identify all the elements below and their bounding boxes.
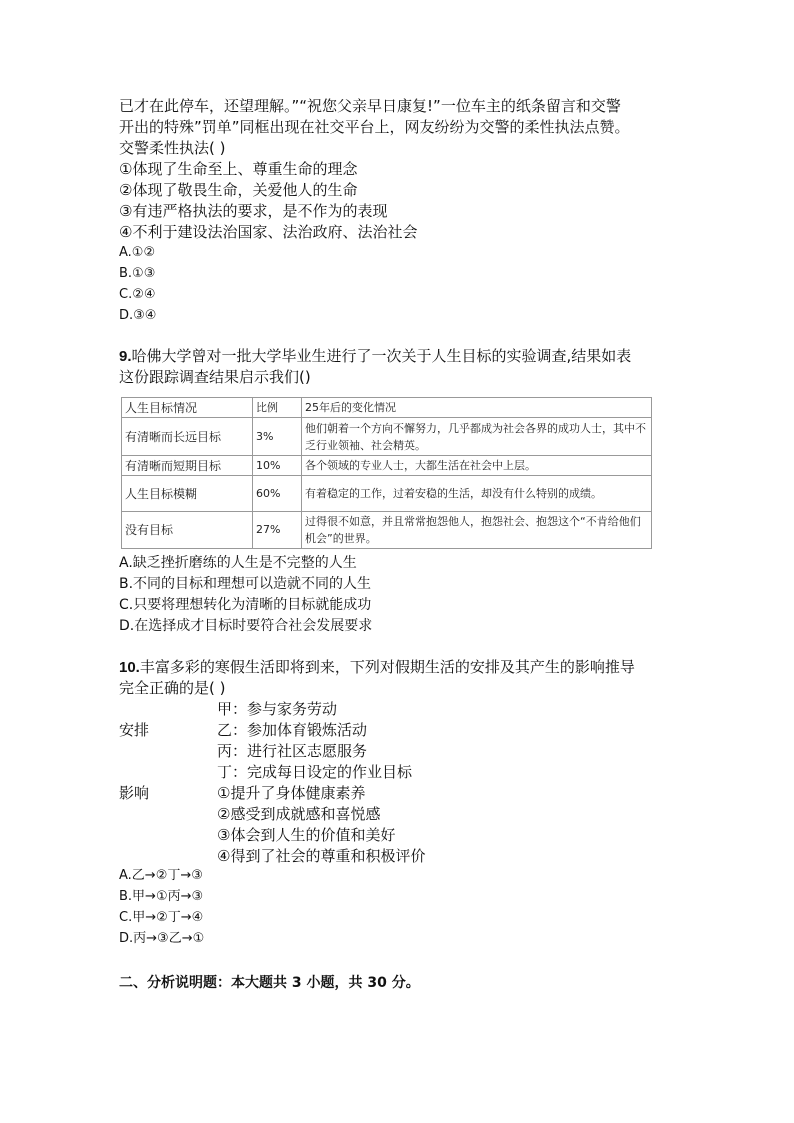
table-cell: 没有目标 [122, 512, 253, 549]
q9-stem-line2: 这份跟踪调查结果启示我们() [119, 368, 311, 386]
table-row [122, 512, 652, 549]
table-header: 比例 [253, 398, 302, 418]
q10-option-b: B.甲→①丙→③ [119, 889, 204, 904]
q9-stem [119, 346, 631, 367]
arrangement-item: 丙：进行社区志愿服务 [217, 742, 368, 760]
q10-stem-line2: 完全正确的是( ) [119, 679, 226, 697]
q8-statement: ④不利于建设法治国家、法治政府、法治社会 [119, 223, 418, 241]
life-goal-table [121, 397, 652, 549]
q8-option-a: A.①② [119, 245, 156, 260]
table-cell: 10% [253, 456, 302, 476]
q8-statement: ③有违严格执法的要求，是不作为的表现 [119, 202, 388, 220]
q8-option-b: B.①③ [119, 266, 156, 281]
q9-option-c: C.只要将理想转化为清晰的目标就能成功 [119, 597, 372, 613]
q9-option-b: B.不同的目标和理想可以造就不同的人生 [119, 576, 372, 592]
table-cell: 有着稳定的工作，过着安稳的生活，却没有什么特别的成绩。 [302, 476, 652, 512]
table-cell: 有清晰而短期目标 [122, 456, 253, 476]
arrangement-item: 丁：完成每日设定的作业目标 [217, 763, 413, 781]
table-cell: 3% [253, 418, 302, 456]
q10-number: 10. [119, 659, 140, 676]
table-header: 人生目标情况 [122, 398, 253, 418]
q10-stem-text: 丰富多彩的寒假生活即将到来，下列对假期生活的安排及其产生的影响推导 [139, 658, 635, 676]
q9-option-d: D.在选择成才目标时要符合社会发展要求 [119, 618, 373, 634]
q10-option-d: D.丙→③乙→① [119, 931, 205, 946]
table-cell: 60% [253, 476, 302, 512]
q10-stem [119, 657, 635, 678]
arrangement-item: 乙：参加体育锻炼活动 [217, 721, 368, 739]
effect-item: ④得到了社会的尊重和积极评价 [217, 847, 426, 865]
arrangement-item: 甲：参与家务劳动 [217, 700, 338, 718]
q8-stem-line: 已才在此停车，还望理解。”“祝您父亲早日康复!”一位车主的纸条留言和交警 [119, 97, 621, 115]
table-row [122, 476, 652, 512]
q9-option-a: A.缺乏挫折磨练的人生是不完整的人生 [119, 555, 357, 571]
q8-statement: ②体现了敬畏生命，关爱他人的生命 [119, 181, 358, 199]
table-row [122, 456, 652, 476]
q8-stem-line: 开出的特殊”罚单”同框出现在社交平台上，网友纷纷为交警的柔性执法点赞。 [119, 118, 630, 136]
effect-item: ①提升了身体健康素养 [217, 784, 366, 802]
effect-label: 影响 [119, 784, 150, 802]
table-row [122, 418, 652, 456]
table-cell: 27% [253, 512, 302, 549]
effect-item: ②感受到成就感和喜悦感 [217, 805, 381, 823]
effect-item: ③体会到人生的价值和美好 [217, 826, 396, 844]
q10-option-c: C.甲→②丁→④ [119, 910, 204, 925]
table-cell: 他们朝着一个方向不懈努力，几乎都成为社会各界的成功人士，其中不乏行业领袖、社会精英。 [302, 418, 652, 456]
q8-stem-line: 交警柔性执法( ) [119, 139, 226, 157]
table-cell: 人生目标模糊 [122, 476, 253, 512]
q8-option-d: D.③④ [119, 308, 157, 323]
table-cell: 有清晰而长远目标 [122, 418, 253, 456]
q9-stem-text: 哈佛大学曾对一批大学毕业生进行了一次关于人生目标的实验调查,结果如表 [131, 347, 632, 365]
table-cell: 过得很不如意，并且常常抱怨他人，抱怨社会、抱怨这个“不肯给他们机会”的世界。 [302, 512, 652, 549]
arrangement-label: 安排 [119, 721, 150, 739]
table-header-row [122, 398, 652, 418]
section-heading: 二、分析说明题：本大题共 3 小题，共 30 分。 [119, 975, 420, 991]
table-cell: 各个领域的专业人士，大都生活在社会中上层。 [302, 456, 652, 476]
q8-option-c: C.②④ [119, 287, 156, 302]
q10-option-a: A.乙→②丁→③ [119, 868, 203, 883]
table-header: 25年后的变化情况 [302, 398, 652, 418]
q9-number: 9. [119, 348, 132, 365]
q8-statement: ①体现了生命至上、尊重生命的理念 [119, 160, 358, 178]
